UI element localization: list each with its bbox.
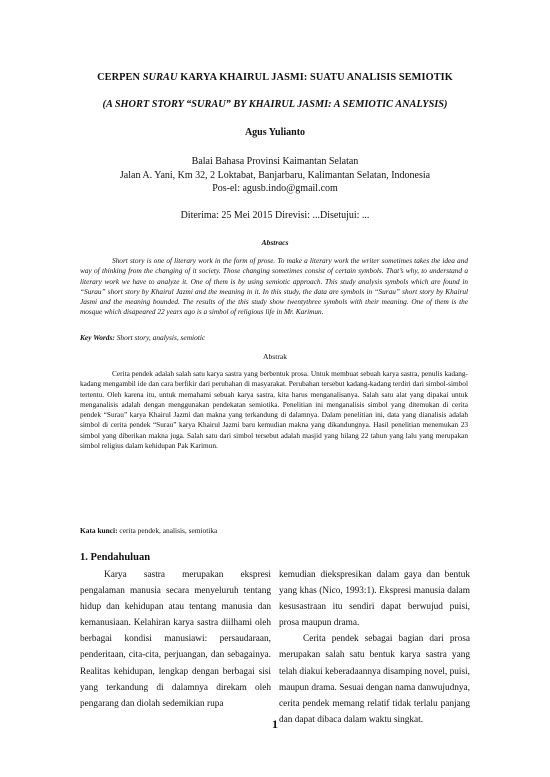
affiliation-email: Pos-el: agusb.indo@gmail.com — [212, 183, 338, 194]
keywords-en — [80, 333, 470, 342]
abstract-en-paragraph: Short story is one of literary work in the form of prose. To make a literary work the writer sometimes takes the idea and way of thinking from the changing of it society. Those changing sometimes consist of certain symbols. That’s why, to understand a literary work we have to analyze it. One of them is by using semiotic approach. This study analysis symbols which are found in “Surau” short story by Khairul Jazmi and the meaning in it. In this study, the data are symbols in “Surau” short story by Khairul Jasmi and the meaning bounded. The results of the this study show twentythree symbols with their meaning. One of them is the mosque which disapeared 22 years ago is a simbol of religious life in Mr. Karimun. — [80, 256, 468, 317]
page-number: 1 — [272, 717, 278, 731]
paper-subtitle: (A SHORT STORY “SURAU” BY KHAIRUL JASMI: A SEMIOTIC ANALYSIS) — [102, 99, 448, 110]
keywords-en-label: Key Words: — [80, 333, 115, 342]
body-column-right — [279, 567, 470, 728]
keywords-id — [80, 526, 470, 535]
body-paragraph: Cerita pendek sebagai bagian dari prosa merupakan salah satu bentuk karya sastra yang telah diakui keberadaannya disamping novel, puisi, maupun drama. Sesuai dengan nama danwujudnya, cerita pendek memang relatif tidak terlalu panjang dan dapat dibaca dalam waktu singkat. — [279, 634, 470, 725]
author-affiliation — [40, 155, 510, 196]
submission-dates: Diterima: 25 Mei 2015 Direvisi: ...Disetujui: ... — [180, 210, 370, 221]
author-name: Agus Yulianto — [244, 127, 306, 138]
abstract-id-text — [80, 369, 468, 451]
body-paragraph: kemudian diekspresikan dalam gaya dan bentuk yang khas (Nico, 1993:1). Ekspresi manusia dalam kesusastraan itu sendiri dapat berwujud puisi, prosa maupun drama. — [279, 570, 470, 629]
keywords-en-values: Short story, analysis, semiotic — [114, 333, 206, 342]
affiliation-address: Jalan A. Yani, Km 32, 2 Loktabat, Banjarbaru, Kalimantan Selatan, Indonesia — [119, 169, 431, 181]
body-paragraph: Karya sastra merupakan ekspresi pengalaman manusia secara menyeluruh tentang hidup dan kehidupan atau tentang manusia dan kemanusiaan. Kelahiran karya sastra diilhami oleh berbagai kondisi manusiawi: persaudaraan, penderitaan, cita-cita, perjuangan, dan sebagainya. Realitas kehidupan, lengkap dengan berbagai sisi yang terkandung di dalamnya direkam oleh pengarang dan diolah sedemikian rupa — [80, 570, 271, 709]
abstract-id-paragraph: Cerita pendek adalah salah satu karya sastra yang berbentuk prosa. Untuk membuat sebuah karya sastra, penulis kadang-kadang mengambil ide dan cara berfikir dari perubahan di masyarakat. Perubahan tersebut kadang-kadang terdiri dari simbol-simbol tertentu. Oleh karena itu, untuk memahami sebuah karya sastra, kita harus menganalisanya. Salah satu alat yang dipakai untuk menganalisis adalah dengan menggunakan pendekatan semiotika. Penelitian ini menganalisis simbol yang ditemukan di cerita pendek “Surau” karya Khairul Jazmi dan makna yang terkandung di dalamnya. Dalam penelitian ini, data yang dianalisis adalah simbol di cerita pendek “Surau” karya Khairul Jazmi baru kemudian makna yang dikandungnya. Hasil penelitian menemukan 23 simbol yang diberikan makna juga. Salah satu dari simbol tersebut adalah masjid yang hilang 22 tahun yang lalu yang merupakan simbol religius dalam kehidupan Pak Karimun. — [80, 369, 468, 451]
section-heading: 1. Pendahuluan — [80, 552, 151, 563]
title-part1: CERPEN — [97, 72, 143, 83]
abstract-en-heading: Abstracs — [261, 238, 289, 247]
affiliation-institution: Balai Bahasa Provinsi Kaimantan Selatan — [191, 156, 359, 167]
keywords-id-values: cerita pendek, analisis, semiotika — [117, 526, 218, 535]
abstract-en-text — [80, 256, 468, 318]
title-part2: KARYA KHAIRUL JASMI: SUATU ANALISIS SEMIOTIK — [177, 72, 453, 83]
paper-title — [40, 72, 510, 83]
title-italic-word: SURAU — [142, 72, 178, 83]
keywords-id-label: Kata kunci: — [80, 526, 118, 535]
body-column-left — [80, 567, 271, 712]
abstract-id-heading: Abstrak — [262, 352, 288, 361]
